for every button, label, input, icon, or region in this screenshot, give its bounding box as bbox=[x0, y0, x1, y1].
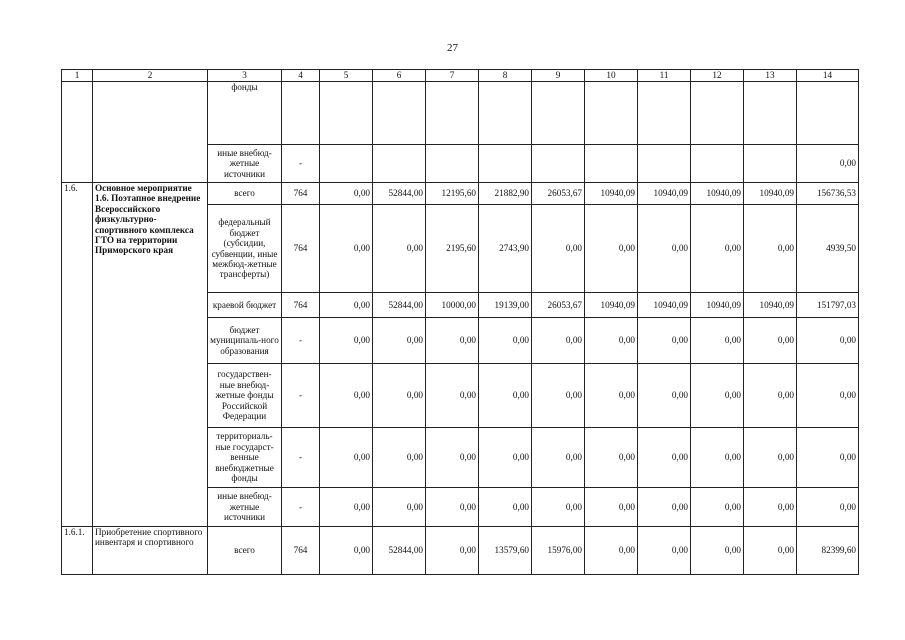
column-header: 2 bbox=[93, 70, 208, 82]
value-cell: 0,00 bbox=[532, 488, 585, 527]
column-header: 10 bbox=[585, 70, 638, 82]
value-cell: 0,00 bbox=[426, 364, 479, 428]
value-cell bbox=[426, 82, 479, 145]
table-body bbox=[62, 70, 859, 575]
value-cell: 0,00 bbox=[797, 364, 859, 428]
value-cell: 0,00 bbox=[691, 205, 744, 293]
value-cell bbox=[691, 82, 744, 145]
value-cell: 0,00 bbox=[373, 364, 426, 428]
value-cell: - bbox=[282, 318, 320, 364]
value-cell bbox=[320, 82, 373, 145]
value-cell: 82399,60 bbox=[797, 527, 859, 575]
column-header: 3 bbox=[208, 70, 282, 82]
value-cell bbox=[282, 82, 320, 145]
value-cell: 2195,60 bbox=[426, 205, 479, 293]
section-code: 1.6. bbox=[62, 183, 93, 527]
value-cell bbox=[638, 82, 691, 145]
value-cell bbox=[373, 145, 426, 183]
value-cell: 0,00 bbox=[691, 364, 744, 428]
value-cell: 0,00 bbox=[585, 318, 638, 364]
source-cell: государствен-ные внебюд-жетные фонды Российской Федерации bbox=[208, 364, 282, 428]
value-cell: 151797,03 bbox=[797, 293, 859, 318]
value-cell bbox=[797, 82, 859, 145]
value-cell: 0,00 bbox=[638, 364, 691, 428]
value-cell bbox=[320, 145, 373, 183]
value-cell: 0,00 bbox=[532, 364, 585, 428]
value-cell: 0,00 bbox=[479, 488, 532, 527]
value-cell: 0,00 bbox=[691, 428, 744, 488]
value-cell: 12195,60 bbox=[426, 183, 479, 205]
value-cell: 0,00 bbox=[373, 318, 426, 364]
value-cell: 0,00 bbox=[479, 364, 532, 428]
value-cell: 0,00 bbox=[691, 488, 744, 527]
source-cell: бюджет муниципаль-ного образования bbox=[208, 318, 282, 364]
column-header: 13 bbox=[744, 70, 797, 82]
value-cell bbox=[638, 145, 691, 183]
value-cell: 0,00 bbox=[532, 428, 585, 488]
source-cell: краевой бюджет bbox=[208, 293, 282, 318]
value-cell: 764 bbox=[282, 183, 320, 205]
value-cell: 2743,90 bbox=[479, 205, 532, 293]
value-cell bbox=[691, 145, 744, 183]
value-cell: 0,00 bbox=[320, 293, 373, 318]
value-cell: 0,00 bbox=[638, 318, 691, 364]
value-cell: 0,00 bbox=[744, 428, 797, 488]
value-cell bbox=[585, 82, 638, 145]
value-cell: 0,00 bbox=[585, 205, 638, 293]
value-cell: 21882,90 bbox=[479, 183, 532, 205]
value-cell bbox=[532, 82, 585, 145]
value-cell: 52844,00 bbox=[373, 183, 426, 205]
value-cell: 0,00 bbox=[532, 205, 585, 293]
value-cell: 0,00 bbox=[320, 318, 373, 364]
value-cell: 764 bbox=[282, 293, 320, 318]
column-header: 12 bbox=[691, 70, 744, 82]
value-cell: 0,00 bbox=[426, 527, 479, 575]
column-header: 4 bbox=[282, 70, 320, 82]
value-cell: 10000,00 bbox=[426, 293, 479, 318]
value-cell: 0,00 bbox=[320, 488, 373, 527]
value-cell: 15976,00 bbox=[532, 527, 585, 575]
page-number: 27 bbox=[447, 42, 458, 54]
value-cell bbox=[585, 145, 638, 183]
value-cell: 0,00 bbox=[638, 488, 691, 527]
value-cell bbox=[479, 145, 532, 183]
value-cell: 0,00 bbox=[426, 428, 479, 488]
column-header: 1 bbox=[62, 70, 93, 82]
source-cell: иные внебюд-жетные источники bbox=[208, 488, 282, 527]
value-cell: 4939,50 bbox=[797, 205, 859, 293]
value-cell: 0,00 bbox=[638, 527, 691, 575]
value-cell: 52844,00 bbox=[373, 293, 426, 318]
value-cell: 0,00 bbox=[532, 318, 585, 364]
value-cell: 0,00 bbox=[744, 318, 797, 364]
value-cell: 10940,09 bbox=[744, 293, 797, 318]
value-cell: 0,00 bbox=[320, 527, 373, 575]
value-cell: 0,00 bbox=[426, 318, 479, 364]
value-cell: 764 bbox=[282, 527, 320, 575]
column-number-row bbox=[62, 70, 859, 82]
value-cell: 10940,09 bbox=[691, 183, 744, 205]
table-row bbox=[62, 82, 859, 145]
value-cell: 13579,60 bbox=[479, 527, 532, 575]
value-cell: 0,00 bbox=[585, 428, 638, 488]
column-header: 7 bbox=[426, 70, 479, 82]
value-cell: 0,00 bbox=[373, 428, 426, 488]
name-cell bbox=[93, 82, 208, 183]
value-cell: - bbox=[282, 428, 320, 488]
value-cell: 0,00 bbox=[797, 428, 859, 488]
source-cell: федеральный бюджет (субсидии, субвенции, иные межбюд-жетные трансферты) bbox=[208, 205, 282, 293]
value-cell: 10940,09 bbox=[744, 183, 797, 205]
value-cell bbox=[532, 145, 585, 183]
column-header: 5 bbox=[320, 70, 373, 82]
value-cell: 0,00 bbox=[373, 205, 426, 293]
value-cell: 0,00 bbox=[638, 205, 691, 293]
source-cell: фонды bbox=[208, 82, 282, 145]
source-cell: территориаль-ные государст-венные внебюджетные фонды bbox=[208, 428, 282, 488]
value-cell: 0,00 bbox=[744, 205, 797, 293]
code-cell bbox=[62, 82, 93, 183]
value-cell: 0,00 bbox=[744, 527, 797, 575]
value-cell: - bbox=[282, 488, 320, 527]
value-cell: 0,00 bbox=[797, 318, 859, 364]
value-cell: 0,00 bbox=[479, 318, 532, 364]
column-header: 6 bbox=[373, 70, 426, 82]
section-code: 1.6.1. bbox=[62, 527, 93, 575]
value-cell: 26053,67 bbox=[532, 183, 585, 205]
value-cell: 0,00 bbox=[320, 428, 373, 488]
value-cell: 0,00 bbox=[320, 183, 373, 205]
value-cell: 0,00 bbox=[320, 205, 373, 293]
value-cell: 0,00 bbox=[744, 488, 797, 527]
value-cell: 52844,00 bbox=[373, 527, 426, 575]
table-row bbox=[62, 183, 859, 205]
value-cell: 10940,09 bbox=[638, 183, 691, 205]
value-cell: 10940,09 bbox=[585, 183, 638, 205]
value-cell bbox=[744, 145, 797, 183]
value-cell: 10940,09 bbox=[585, 293, 638, 318]
value-cell: 0,00 bbox=[797, 145, 859, 183]
value-cell bbox=[479, 82, 532, 145]
value-cell: 10940,09 bbox=[638, 293, 691, 318]
value-cell bbox=[744, 82, 797, 145]
value-cell: 0,00 bbox=[479, 428, 532, 488]
value-cell: 0,00 bbox=[320, 364, 373, 428]
section-name: Основное мероприятие 1.6. Поэтапное внедрение Всероссийского физкультурно-спортивного комплекса ГТО на территории Приморского края bbox=[93, 183, 208, 527]
value-cell: 19139,00 bbox=[479, 293, 532, 318]
value-cell: 0,00 bbox=[638, 428, 691, 488]
value-cell: 764 bbox=[282, 205, 320, 293]
value-cell: - bbox=[282, 145, 320, 183]
column-header: 9 bbox=[532, 70, 585, 82]
table-row bbox=[62, 527, 859, 575]
value-cell: 0,00 bbox=[585, 364, 638, 428]
value-cell: 10940,09 bbox=[691, 293, 744, 318]
value-cell bbox=[373, 82, 426, 145]
value-cell: 0,00 bbox=[744, 364, 797, 428]
value-cell: - bbox=[282, 364, 320, 428]
value-cell: 0,00 bbox=[691, 318, 744, 364]
value-cell: 0,00 bbox=[373, 488, 426, 527]
value-cell: 26053,67 bbox=[532, 293, 585, 318]
source-cell: всего bbox=[208, 527, 282, 575]
source-cell: всего bbox=[208, 183, 282, 205]
column-header: 11 bbox=[638, 70, 691, 82]
source-cell: иные внебюд-жетные источники bbox=[208, 145, 282, 183]
column-header: 14 bbox=[797, 70, 859, 82]
value-cell: 0,00 bbox=[585, 488, 638, 527]
column-header: 8 bbox=[479, 70, 532, 82]
value-cell: 156736,53 bbox=[797, 183, 859, 205]
section-name: Приобретение спортивного инвентаря и спортивного bbox=[93, 527, 208, 575]
value-cell bbox=[426, 145, 479, 183]
value-cell: 0,00 bbox=[426, 488, 479, 527]
value-cell: 0,00 bbox=[585, 527, 638, 575]
value-cell: 0,00 bbox=[691, 527, 744, 575]
value-cell: 0,00 bbox=[797, 488, 859, 527]
budget-table bbox=[61, 69, 859, 575]
